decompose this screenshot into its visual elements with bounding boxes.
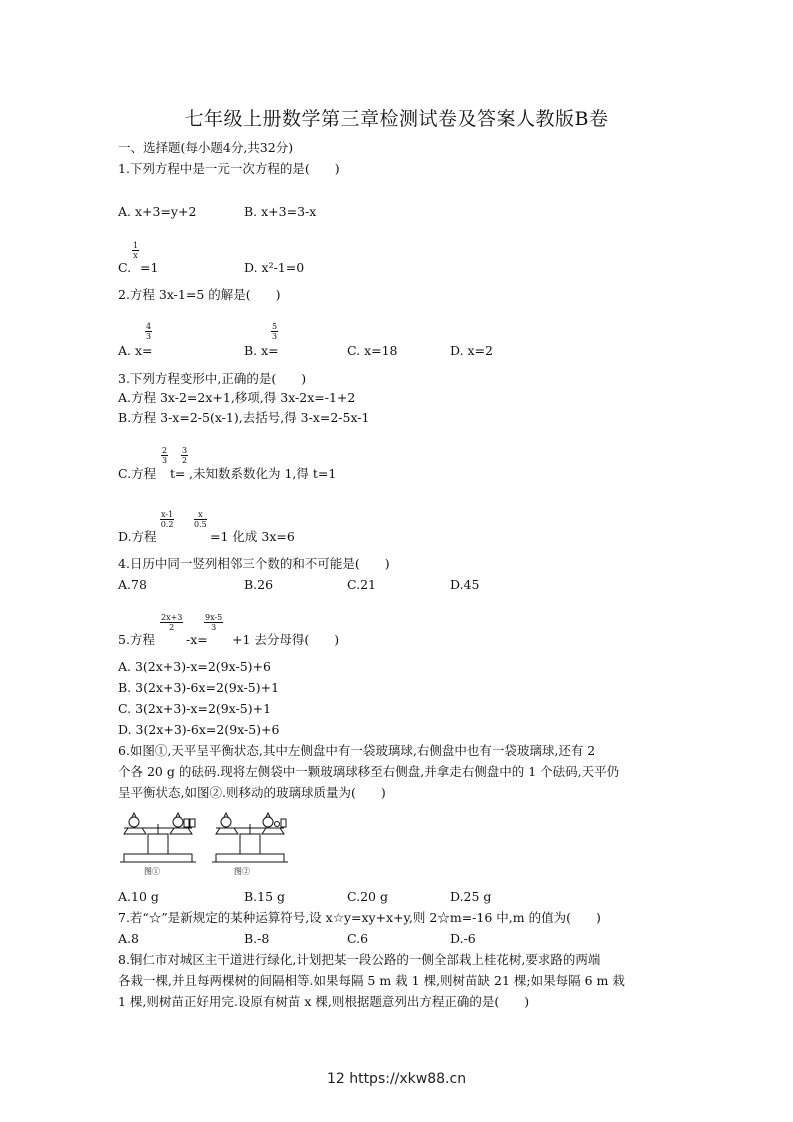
q4-option-a: A.78 [118,577,147,592]
fraction-numerator: 2x+3 [161,613,183,622]
q3-option-c-fraction-2 [181,446,188,465]
q1-stem: 1.下列方程中是一元一次方程的是( ) [118,161,340,176]
q5-option-d: D. 3(2x+3)-6x=2(9x-5)+6 [118,722,280,737]
q8-line-2: 各栽一棵,并且每两棵树的间隔相等.如果每隔 5 m 栽 1 棵,则树苗缺 21 棵;如果每隔 6 m 栽 [118,973,625,988]
q5-fraction-2 [204,613,223,632]
section-heading: 一、选择题(每小题4分,共32分) [118,140,294,155]
q6-line-1: 6.如图①,天平呈平衡状态,其中左侧盘中有一袋玻璃球,右侧盘中也有一袋玻璃球,还有 2 [118,743,596,758]
fraction-numerator: x [194,510,207,520]
q3-option-a: A.方程 3x-2=2x+1,移项,得 3x-2x=-1+2 [118,390,356,405]
q8-line-3: 1 棵,则树苗正好用完.设原有树苗 x 棵,则根据题意列出方程正确的是( ) [118,994,530,1009]
q3-option-c-middle: t= [170,466,186,481]
q1-option-a: A. x+3=y+2 [118,204,197,219]
fraction-denominator: 2 [169,623,175,632]
figure-1-caption: 图① [144,867,160,876]
q1-option-c-fraction [132,241,139,260]
q3-option-b: B.方程 3-x=2-5(x-1),去括号,得 3-x=2-5x-1 [118,410,370,425]
figure-2-caption: 图② [234,867,250,876]
q3-option-d-prefix: D.方程 [118,529,157,544]
q2-option-b-fraction [271,322,278,341]
q5-stem-middle: -x= [186,632,208,647]
q4-option-b: B.26 [244,577,274,592]
fraction-numerator: 4 [146,322,152,331]
q6-line-2: 个各 20 g 的砝码.现将左侧袋中一颗玻璃球移至右侧盘,并拿走右侧盘中的 1 个砝码,天平仍 [118,764,620,779]
q4-option-c: C.21 [347,577,376,592]
q6-option-c: C.20 g [347,889,388,904]
fraction-denominator: 3 [162,456,168,465]
fraction-numerator: 3 [182,446,188,455]
balance-scale-figure-1 [118,810,198,866]
fraction-denominator: 2 [182,456,188,465]
page-footer: 12 https://xkw88.cn [326,1071,467,1087]
fraction-numerator: 5 [272,322,278,331]
q2-stem: 2.方程 3x-1=5 的解是( ) [118,287,281,302]
q5-stem-suffix: +1 去分母得( ) [232,632,340,647]
q4-stem: 4.日历中同一竖列相邻三个数的和不可能是( ) [118,556,390,571]
q6-option-b: B.15 g [244,889,286,904]
q3-option-d-fraction-1 [160,510,174,529]
q5-option-c: C. 3(2x+3)-x=2(9x-5)+1 [118,701,272,716]
q3-stem: 3.下列方程变形中,正确的是( ) [118,371,307,386]
q2-option-c: C. x=18 [347,343,398,358]
fraction-numerator: 2 [162,446,168,455]
fraction-denominator: 3 [146,332,152,341]
q3-option-c-fraction-1 [161,446,168,465]
q5-fraction-1 [160,613,183,632]
q2-option-a-fraction [145,322,152,341]
q5-option-b: B. 3(2x+3)-6x=2(9x-5)+1 [118,680,280,695]
q3-option-c-prefix: C.方程 [118,466,157,481]
q3-option-d-suffix: =1 化成 3x=6 [210,529,295,544]
fraction-denominator: 0.2 [160,520,174,529]
q2-option-a-prefix: A. x= [118,343,153,358]
q3-option-c-suffix: ,未知数系数化为 1,得 t=1 [189,466,337,481]
q6-line-3: 呈平衡状态,如图②.则移动的玻璃球质量为( ) [118,785,386,800]
q5-option-a: A. 3(2x+3)-x=2(9x-5)+6 [118,659,271,674]
page-title: 七年级上册数学第三章检测试卷及答案人教版B卷 [184,108,609,130]
fraction-denominator: 3 [272,332,278,341]
q3-option-d-fraction-2 [194,510,207,529]
q7-option-a: A.8 [118,931,139,946]
q6-option-d: D.25 g [450,889,492,904]
fraction-numerator: 1 [133,241,139,250]
q2-option-b-prefix: B. x= [244,343,279,358]
q1-option-d: D. x²-1=0 [244,260,305,275]
q5-stem-prefix: 5.方程 [118,632,155,647]
q7-stem: 7.若“☆”是新规定的某种运算符号,设 x☆y=xy+x+y,则 2☆m=-16 中,m 的值为( ) [118,910,601,925]
q6-option-a: A.10 g [118,889,159,904]
fraction-denominator: 3 [211,623,217,632]
fraction-numerator: x-1 [161,510,174,519]
q1-option-c-prefix: C. [118,260,132,275]
q7-option-b: B.-8 [244,931,270,946]
q1-option-c-suffix: =1 [140,260,159,275]
q1-option-b: B. x+3=3-x [244,204,317,219]
balance-scale-figure-2 [210,810,290,866]
q7-option-c: C.6 [347,931,369,946]
fraction-numerator: 9x-5 [205,613,223,622]
q8-line-1: 8.铜仁市对城区主干道进行绿化,计划把某一段公路的一侧全部栽上桂花树,要求路的两端 [118,952,601,967]
q2-option-d: D. x=2 [450,343,493,358]
q7-option-d: D.-6 [450,931,476,946]
fraction-denominator: x [133,251,138,260]
fraction-denominator: 0.5 [194,520,207,529]
q4-option-d: D.45 [450,577,480,592]
